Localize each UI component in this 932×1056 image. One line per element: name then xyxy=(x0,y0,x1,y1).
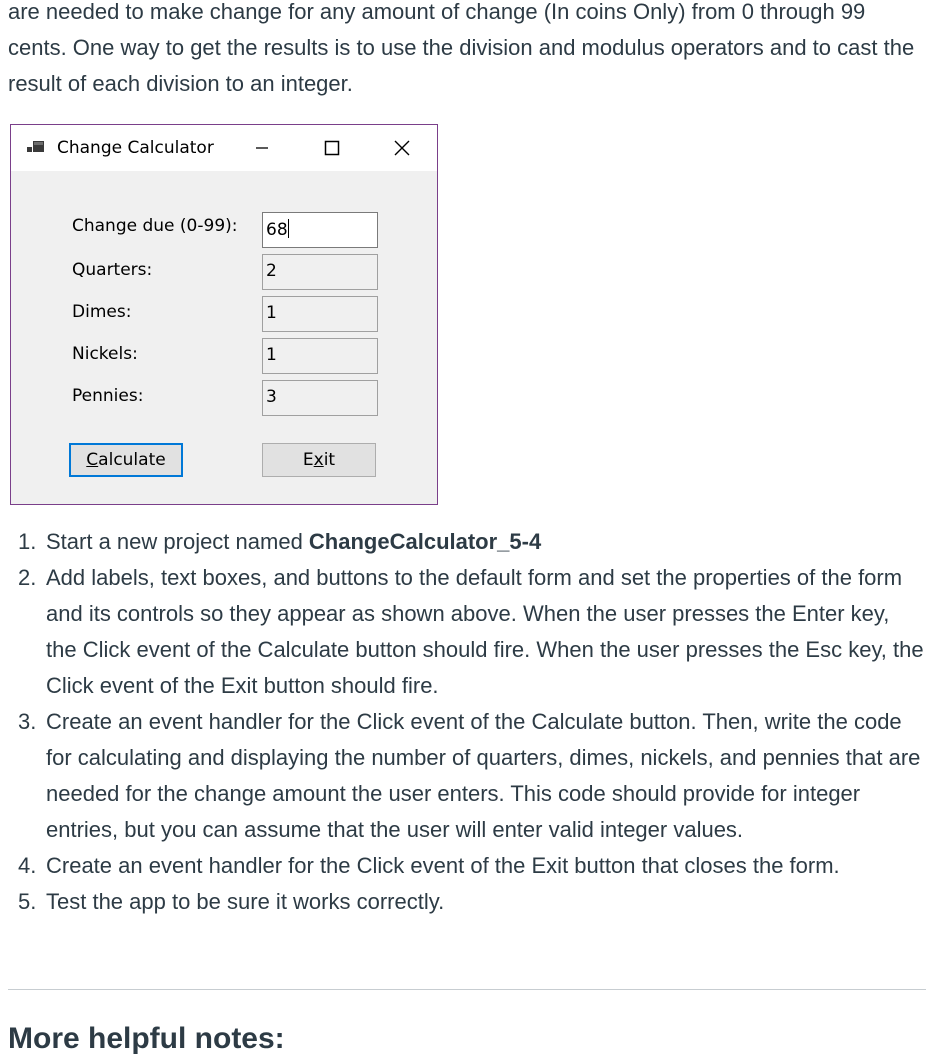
nickels-output[interactable]: 1 xyxy=(262,338,378,374)
more-notes-heading: More helpful notes: xyxy=(8,1022,285,1055)
maximize-icon xyxy=(324,140,340,156)
step-number: 1. xyxy=(18,529,37,554)
exit-label-first: E xyxy=(302,450,314,470)
calculate-button[interactable] xyxy=(69,443,183,477)
exit-button[interactable] xyxy=(262,443,376,477)
app-icon xyxy=(27,139,45,155)
change-due-value: 68 xyxy=(266,220,288,240)
pennies-output[interactable]: 3 xyxy=(262,380,378,416)
calculate-label-rest: alculate xyxy=(98,450,166,470)
calculate-mnemonic: C xyxy=(86,450,99,470)
step-number: 5. xyxy=(18,889,37,914)
minimize-icon xyxy=(255,141,269,155)
project-name: ChangeCalculator_5-4 xyxy=(308,529,542,554)
instruction-steps xyxy=(18,524,926,920)
step-text: Add labels, text boxes, and buttons to the default form and set the properties of the form and its controls so they appear as shown above. When the user presses the Enter key, the Click event of the Calculate button should fire. When the user presses the Esc key, the Click event of the Exit button should fire. xyxy=(46,565,924,698)
step-text: Create an event handler for the Click event of the Calculate button. Then, write the code for calculating and displaying the number of quarters, dimes, nickels, and pennies that are needed for the change amount the user enters. This code should provide for integer entries, but you can assume that the user will enter valid integer values. xyxy=(46,709,921,842)
change-calculator-window xyxy=(10,124,438,505)
step-text: Start a new project named xyxy=(46,529,309,554)
step-text: Create an event handler for the Click event of the Exit button that closes the form. xyxy=(46,853,840,878)
step-number: 4. xyxy=(18,853,37,878)
close-icon xyxy=(393,139,411,157)
change-due-label: Change due (0-99): xyxy=(72,216,238,236)
section-divider xyxy=(8,989,926,990)
minimize-button[interactable] xyxy=(239,133,285,163)
close-button[interactable] xyxy=(379,133,425,163)
dimes-output[interactable]: 1 xyxy=(262,296,378,332)
step-text: Test the app to be sure it works correctly. xyxy=(46,889,445,914)
nickels-label: Nickels: xyxy=(72,344,138,364)
step-number: 2. xyxy=(18,565,37,590)
quarters-label: Quarters: xyxy=(72,260,153,280)
maximize-button[interactable] xyxy=(309,133,355,163)
step-item xyxy=(18,524,926,560)
intro-paragraph: are needed to make change for any amount of change (In coins Only) from 0 through 99 cents. One way to get the results is to use the division and modulus operators and to cast the result of each division to an integer. xyxy=(8,0,915,96)
window-title: Change Calculator xyxy=(57,138,214,158)
text-caret xyxy=(288,219,289,238)
step-item xyxy=(18,704,926,848)
step-number: 3. xyxy=(18,709,37,734)
title-bar[interactable] xyxy=(11,125,437,171)
step-item xyxy=(18,560,926,704)
exit-label-rest: it xyxy=(323,450,336,470)
step-item xyxy=(18,848,926,884)
exit-mnemonic: x xyxy=(313,450,324,470)
pennies-label: Pennies: xyxy=(72,386,144,406)
step-item xyxy=(18,884,926,920)
dimes-label: Dimes: xyxy=(72,302,132,322)
change-due-input[interactable] xyxy=(262,212,378,248)
quarters-output[interactable]: 2 xyxy=(262,254,378,290)
